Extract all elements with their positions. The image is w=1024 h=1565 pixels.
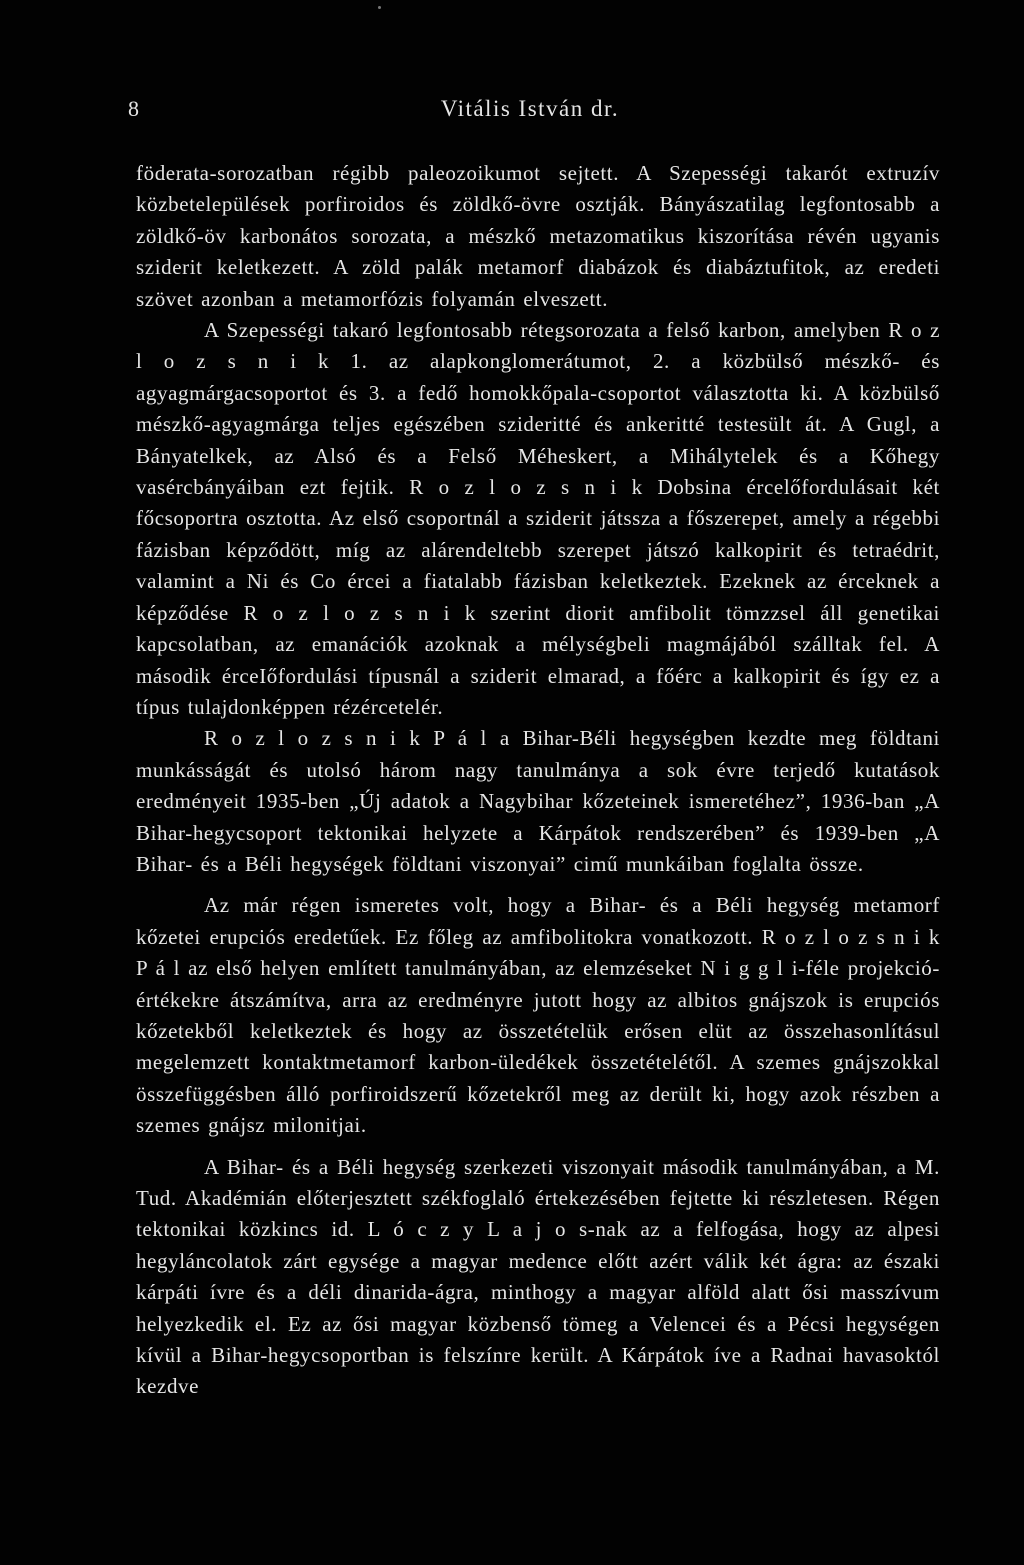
body-text	[136, 158, 940, 1403]
paragraph: A Szepességi takaró legfontosabb rétegsorozata a felső karbon, amelyben R o z l o z s n i k 1. az alapkonglomerátumot, 2. a közbülső mészkő- és agyagmárgacsoportot és 3. a fedő homokkőpala-csoportot választotta ki. A közbülső mészkő-agyagmárga teljes egészében szideritté és ankeritté testesült át. A Gugl, a Bányatelkek, az Alsó és a Felső Méheskert, a Mihálytelek és a Kőhegy vasércbányáiban ezt fejtik. R o z l o z s n i k Dobsina ércelőfordulásait két főcsoportra osztotta. Az első csoportnál a sziderit játssza a főszerepet, amely a régebbi fázisban képződött, míg az alárendeltebb szerepet játszó kalkopirit és tetraédrit, valamint a Ni és Co ércei a fiatalabb fázisban keletkeztek. Ezeknek az érceknek a képződése R o z l o z s n i k szerint diorit amfibolit tömzzsel áll genetikai kapcsolatban, az emanációk azoknak a mélységbeli magmájából szálltak fel. A második érceIőfordulási típusnál a sziderit elmarad, a főérc a kalkopirit és így ez a típus tulajdonképpen rézércetelér.	[136, 318, 940, 719]
page-header	[120, 96, 940, 130]
paragraph: föderata-sorozatban régibb paleozoikumot sejtett. A Szepességi takarót extruzív közbetelepülések porfiroidos és zöldkő-övre osztják. Bányászatilag legfontosabb a zöldkő-öv karbonátos sorozata, a mészkő metazomatikus kiszorítása révén ugyanis sziderit keletkezett. A zöld palák metamorf diabázok és diabáztufitok, az eredeti szövet azonban a metamorfózis folyamán elveszett.	[136, 161, 940, 311]
paragraph: Az már régen ismeretes volt, hogy a Bihar- és a Béli hegység metamorf kőzetei erupciós eredetűek. Ez főleg az amfibolitokra vonatkozott. R o z l o z s n i k P á l az első helyen említett tanulmányában, az elemzéseket N i g g l i-féle projekció-értékekre átszámítva, arra az eredményre jutott hogy az albitos gnájszok is erupciós kőzetekből keletkeztek és hogy az összetételük erősen elüt az összehasonlításul megelemzett kontaktmetamorf karbon-üledékek összetételétől. A szemes gnájszokkal összefüggésben álló porfiroidszerű kőzetekről meg az derült ki, hogy azok részben a szemes gnájsz milonitjai.	[136, 893, 940, 1138]
paragraph: R o z l o z s n i k P á l a Bihar-Béli hegységben kezdte meg földtani munkásságát és utolsó három nagy tanulmánya a sok évre terjedő kutatások eredményeit 1935-ben „Új adatok a Nagybihar kőzeteinek ismeretéhez”, 1936-ban „A Bihar-hegycsoport tektonikai helyzete a Kárpátok rendszerében” és 1939-ben „A Bihar- és a Béli hegységek földtani viszonyai” cimű munkáiban foglalta össze.	[136, 726, 940, 876]
paragraph: A Bihar- és a Béli hegység szerkezeti viszonyait második tanulmányában, a M. Tud. Akadémián előterjesztett székfoglaló értekezésében fejtette ki részletesen. Régen tektonikai közkincs id. L ó c z y L a j o s-nak az a felfogása, hogy az alpesi hegyláncolatok zárt egysége a magyar medence előtt azért válik két ágra: az északi kárpáti ívre és a déli dinarida-ágra, minthogy a magyar alföld alatt ősi masszívum helyezkedik el. Ez az ősi magyar közbenső tömeg a Velencei és a Pécsi hegységen kívül a Bihar-hegycsoportban is felszínre került. A Kárpátok íve a Radnai havasoktól kezdve	[136, 1154, 940, 1399]
scan-speck	[378, 6, 381, 9]
running-head: Vitális István dr.	[440, 96, 620, 121]
page-number: 8	[128, 96, 140, 121]
